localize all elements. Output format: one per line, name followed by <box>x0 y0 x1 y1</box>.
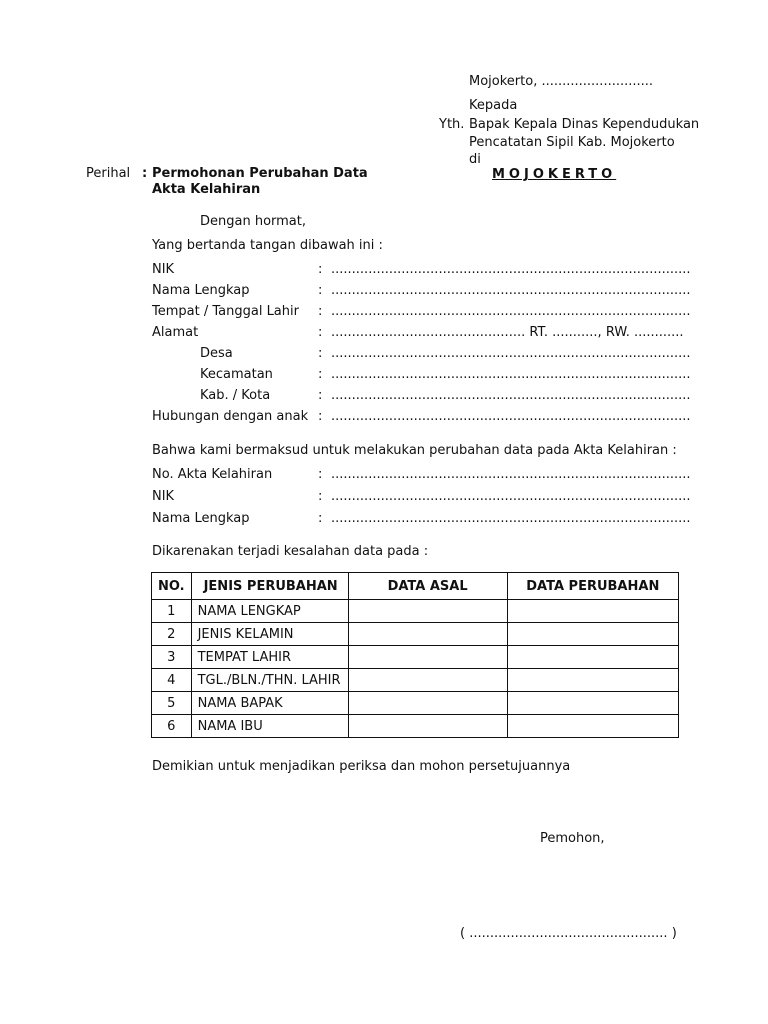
row-jenis: TEMPAT LAHIR <box>191 646 348 669</box>
row-data-perubahan[interactable] <box>507 692 678 715</box>
field-colon: : <box>318 409 323 424</box>
row-data-perubahan[interactable] <box>507 669 678 692</box>
field-blank[interactable]: ....................................................................................... <box>331 262 691 277</box>
row-data-asal[interactable] <box>348 600 507 623</box>
table-row <box>152 692 679 715</box>
header-jenis: JENIS PERUBAHAN <box>191 573 348 600</box>
signature-label: Pemohon, <box>540 831 605 846</box>
field-blank[interactable]: ....................................................................................... <box>331 367 691 382</box>
place-date: Mojokerto, ........................... <box>469 74 654 89</box>
row-data-perubahan[interactable] <box>507 646 678 669</box>
field-colon: : <box>318 489 323 504</box>
recipient-line-2: Pencatatan Sipil Kab. Mojokerto <box>469 135 675 150</box>
field-blank[interactable]: ....................................................................................... <box>331 409 691 424</box>
table-row <box>152 715 679 738</box>
row-no: 3 <box>152 646 192 669</box>
field-label: Alamat <box>152 325 199 340</box>
row-data-perubahan[interactable] <box>507 715 678 738</box>
field-blank[interactable]: ....................................................................................... <box>331 489 691 504</box>
field-colon: : <box>318 304 323 319</box>
field-colon: : <box>318 346 323 361</box>
row-data-asal[interactable] <box>348 646 507 669</box>
row-jenis: NAMA BAPAK <box>191 692 348 715</box>
table-row <box>152 646 679 669</box>
field-label: Kab. / Kota <box>200 388 271 403</box>
field-blank[interactable]: ....................................................................................... <box>331 388 691 403</box>
field-label: Desa <box>200 346 233 361</box>
field-label: NIK <box>152 262 175 277</box>
row-jenis: NAMA LENGKAP <box>191 600 348 623</box>
row-jenis: TGL./BLN./THN. LAHIR <box>191 669 348 692</box>
recipient-city: MOJOKERTO <box>492 167 617 182</box>
purpose-text: Bahwa kami bermaksud untuk melakukan perubahan data pada Akta Kelahiran : <box>152 443 677 458</box>
row-data-asal[interactable] <box>348 715 507 738</box>
row-jenis: NAMA IBU <box>191 715 348 738</box>
signature-name-line[interactable]: ( ................................................ ) <box>460 926 677 941</box>
table-row <box>152 669 679 692</box>
row-data-perubahan[interactable] <box>507 600 678 623</box>
field-blank[interactable]: ....................................................................................... <box>331 467 691 482</box>
recipient-line-1: Bapak Kepala Dinas Kependudukan <box>469 117 700 132</box>
header-no: NO. <box>152 573 192 600</box>
field-colon: : <box>318 511 323 526</box>
row-data-asal[interactable] <box>348 692 507 715</box>
row-data-perubahan[interactable] <box>507 623 678 646</box>
row-no: 5 <box>152 692 192 715</box>
field-label: Tempat / Tanggal Lahir <box>152 304 299 319</box>
change-table <box>151 572 679 738</box>
table-row <box>152 623 679 646</box>
field-colon: : <box>318 283 323 298</box>
subject-line-2: Akta Kelahiran <box>152 182 261 197</box>
field-colon: : <box>318 467 323 482</box>
field-blank[interactable]: ............................................... RT. ..........., RW. ............ <box>331 325 684 340</box>
field-label: Hubungan dengan anak <box>152 409 309 424</box>
kepada-label: Kepada <box>469 98 518 113</box>
table-row <box>152 600 679 623</box>
field-blank[interactable]: ....................................................................................... <box>331 346 691 361</box>
subject-line-1: Permohonan Perubahan Data <box>152 166 368 181</box>
subject-label: Perihal <box>86 166 131 181</box>
field-colon: : <box>318 325 323 340</box>
intro-text: Yang bertanda tangan dibawah ini : <box>152 238 383 253</box>
greeting: Dengan hormat, <box>200 214 307 229</box>
closing-text: Demikian untuk menjadikan periksa dan mohon persetujuannya <box>152 759 571 774</box>
field-blank[interactable]: ....................................................................................... <box>331 283 691 298</box>
subject-colon: : <box>142 166 148 181</box>
field-colon: : <box>318 262 323 277</box>
row-no: 4 <box>152 669 192 692</box>
di-label: di <box>469 152 481 167</box>
field-label: Nama Lengkap <box>152 283 250 298</box>
row-no: 6 <box>152 715 192 738</box>
table-header-row <box>152 573 679 600</box>
row-data-asal[interactable] <box>348 669 507 692</box>
row-no: 2 <box>152 623 192 646</box>
field-blank[interactable]: ....................................................................................... <box>331 304 691 319</box>
row-jenis: JENIS KELAMIN <box>191 623 348 646</box>
row-no: 1 <box>152 600 192 623</box>
field-colon: : <box>318 367 323 382</box>
header-data-perubahan: DATA PERUBAHAN <box>507 573 678 600</box>
yth-label: Yth. <box>439 117 465 132</box>
field-label: NIK <box>152 489 175 504</box>
field-label: Nama Lengkap <box>152 511 250 526</box>
field-label: Kecamatan <box>200 367 273 382</box>
field-colon: : <box>318 388 323 403</box>
field-blank[interactable]: ....................................................................................... <box>331 511 691 526</box>
field-label: No. Akta Kelahiran <box>152 467 273 482</box>
header-data-asal: DATA ASAL <box>348 573 507 600</box>
row-data-asal[interactable] <box>348 623 507 646</box>
reason-text: Dikarenakan terjadi kesalahan data pada : <box>152 544 429 559</box>
